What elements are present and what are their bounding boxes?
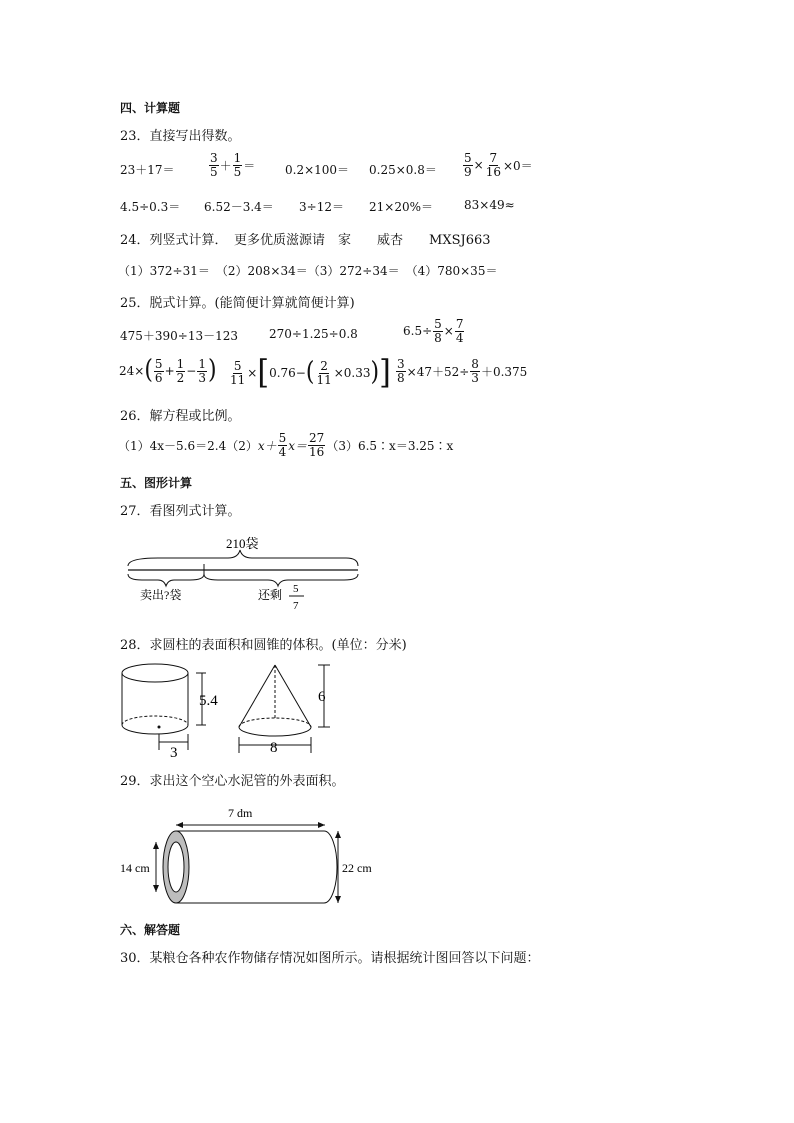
expr-tail: ×0.33 xyxy=(333,366,371,380)
q23-expr-8: 3÷12＝ xyxy=(299,200,344,214)
frac-num: 1 xyxy=(198,357,206,371)
frac-num: 2 xyxy=(320,358,328,373)
arrow-head xyxy=(318,822,325,828)
cone-base-back xyxy=(239,718,311,727)
q24-items: （1）372÷31＝ （2）208×34＝（3）272÷34＝ （4）780×35＝ xyxy=(118,264,498,278)
arrow-head xyxy=(335,896,341,903)
frac-den: 16 xyxy=(309,444,325,459)
frac-den: 5 xyxy=(233,164,242,179)
equation-3: （3）6.5∶x＝3.25∶x xyxy=(326,438,454,453)
q23-expr-10: 83×49≈ xyxy=(464,198,515,212)
expr-tail: ＋0.375 xyxy=(480,364,528,379)
cone-base-front xyxy=(239,727,311,736)
frac-den: 8 xyxy=(434,330,442,345)
frac-num: 5 xyxy=(233,358,242,373)
q23-expr-4: 0.25×0.8＝ xyxy=(369,163,437,177)
frac-num: 3 xyxy=(397,357,405,371)
frac-num: 7 xyxy=(489,151,498,165)
frac-den: 11 xyxy=(230,372,246,387)
arrow-head xyxy=(153,842,159,849)
q28-figures xyxy=(118,660,348,760)
sold-brace xyxy=(128,574,204,586)
q25-expr-3 xyxy=(403,318,465,344)
cone-left-edge xyxy=(239,665,275,727)
q24-title: 24．列竖式计算． 更多优质滋源请 家 威杏 MXSJ663 xyxy=(120,233,491,248)
section-4-title: 四、计算题 xyxy=(120,101,181,115)
section-5-title: 五、图形计算 xyxy=(120,476,193,490)
frac-num: 27 xyxy=(309,431,325,445)
expr-inner: 0.76− xyxy=(269,366,306,380)
frac-den: 4 xyxy=(278,444,287,459)
right-bracket: ] xyxy=(379,353,391,392)
cylinder-radius-label: 3 xyxy=(170,745,178,760)
left-bracket: [ xyxy=(257,353,270,392)
left-frac-num: 5 xyxy=(293,583,299,595)
q25-expr-5 xyxy=(228,353,391,392)
operator: × xyxy=(473,158,484,173)
sold-label: 卖出?袋 xyxy=(140,588,182,602)
q25-expr-4 xyxy=(119,355,217,386)
equation-2-head: x＋ xyxy=(257,438,277,453)
cone-height-label: 6 xyxy=(318,689,326,705)
arrow-head xyxy=(335,831,341,838)
q27-bracket-diagram xyxy=(118,530,368,620)
left-brace xyxy=(204,574,358,586)
frac-den: 5 xyxy=(210,164,218,179)
frac-num: 5 xyxy=(434,317,442,331)
left-paren: ( xyxy=(144,355,153,386)
q29-pipe-diagram xyxy=(118,800,388,908)
frac-num: 7 xyxy=(455,317,464,331)
left-frac-den: 7 xyxy=(293,600,299,612)
q26-equations xyxy=(118,432,453,458)
frac-den: 16 xyxy=(485,164,501,179)
frac-den: 9 xyxy=(464,164,472,179)
q30-title: 30．某粮仓各种农作物储存情况如图所示。请根据统计图回答以下问题： xyxy=(120,951,540,966)
frac-den: 6 xyxy=(154,370,163,385)
equation-2-mid: x＝ xyxy=(288,438,308,453)
q23-expr-6: 4.5÷0.3＝ xyxy=(120,200,181,214)
q25-expr-6 xyxy=(395,358,527,384)
operator: ＋ xyxy=(219,158,232,173)
q29-title: 29．求出这个空心水泥管的外表面积。 xyxy=(120,774,345,789)
equation-1: （1）4x－5.6＝2.4（2） xyxy=(118,438,258,453)
q27-title: 27．看图列式计算。 xyxy=(120,504,241,519)
left-paren: ( xyxy=(305,357,315,388)
top-brace xyxy=(128,550,358,566)
frac-den: 8 xyxy=(397,370,405,385)
q26-title: 26．解方程或比例。 xyxy=(120,409,241,424)
operator: × xyxy=(443,324,454,339)
cylinder-top xyxy=(122,664,188,682)
length-label: 7 dm xyxy=(228,806,253,820)
frac-num: 5 xyxy=(464,151,472,165)
cylinder-height-label: 5.4 xyxy=(199,693,218,709)
expr-mid: ×47＋52÷ xyxy=(406,364,470,379)
pipe-far-end xyxy=(324,831,337,903)
q28-title: 28．求圆柱的表面积和圆锥的体积。(单位：分米) xyxy=(120,638,407,653)
frac-den: 4 xyxy=(455,330,464,345)
q23-expr-2 xyxy=(208,152,255,178)
left-label: 还剩 xyxy=(258,588,283,602)
outer-diameter-label: 22 cm xyxy=(342,861,372,875)
frac-den: 2 xyxy=(176,370,185,385)
frac-num: 5 xyxy=(278,431,287,445)
q25-expr-2: 270÷1.25÷0.8 xyxy=(269,327,358,341)
frac-num: 8 xyxy=(471,357,479,371)
cone-diameter-label: 8 xyxy=(270,740,278,756)
q23-expr-9: 21×20%＝ xyxy=(369,200,433,214)
q25-expr-1: 475＋390÷13－123 xyxy=(120,329,239,343)
equals: ＝ xyxy=(243,158,256,173)
q23-expr-7: 6.52－3.4＝ xyxy=(204,200,274,214)
section-6-title: 六、解答题 xyxy=(120,923,181,937)
frac-den: 3 xyxy=(198,370,206,385)
q23-expr-5 xyxy=(462,152,533,178)
frac-num: 1 xyxy=(233,151,242,165)
expr-head: 6.5÷ xyxy=(403,324,433,339)
cylinder-center xyxy=(158,726,161,729)
frac-num: 3 xyxy=(210,151,218,165)
cylinder-bottom-back xyxy=(122,716,188,725)
expr-tail: ×0＝ xyxy=(502,158,533,173)
frac-den: 11 xyxy=(316,372,332,387)
q23-title: 23．直接写出得数。 xyxy=(120,129,241,144)
right-paren: ) xyxy=(207,355,217,386)
frac-num: 5 xyxy=(154,357,163,371)
frac-den: 3 xyxy=(471,370,479,385)
frac-num: 1 xyxy=(176,357,185,371)
q23-expr-1: 23＋17＝ xyxy=(120,163,175,177)
operator: − xyxy=(186,364,197,379)
arrow-head xyxy=(176,822,183,828)
arrow-head xyxy=(153,885,159,892)
operator: × xyxy=(247,366,258,380)
operator: + xyxy=(164,364,175,379)
cylinder-bottom-front xyxy=(122,725,188,734)
total-label: 210袋 xyxy=(226,536,259,551)
pipe-ring-inner xyxy=(168,842,184,892)
inner-diameter-label: 14 cm xyxy=(120,861,150,875)
right-paren: ) xyxy=(370,357,380,388)
q25-title: 25．脱式计算。(能简便计算就简便计算) xyxy=(120,296,355,311)
cone-right-edge xyxy=(275,665,311,727)
q23-expr-3: 0.2×100＝ xyxy=(285,163,350,177)
expr-head: 24× xyxy=(119,364,145,379)
